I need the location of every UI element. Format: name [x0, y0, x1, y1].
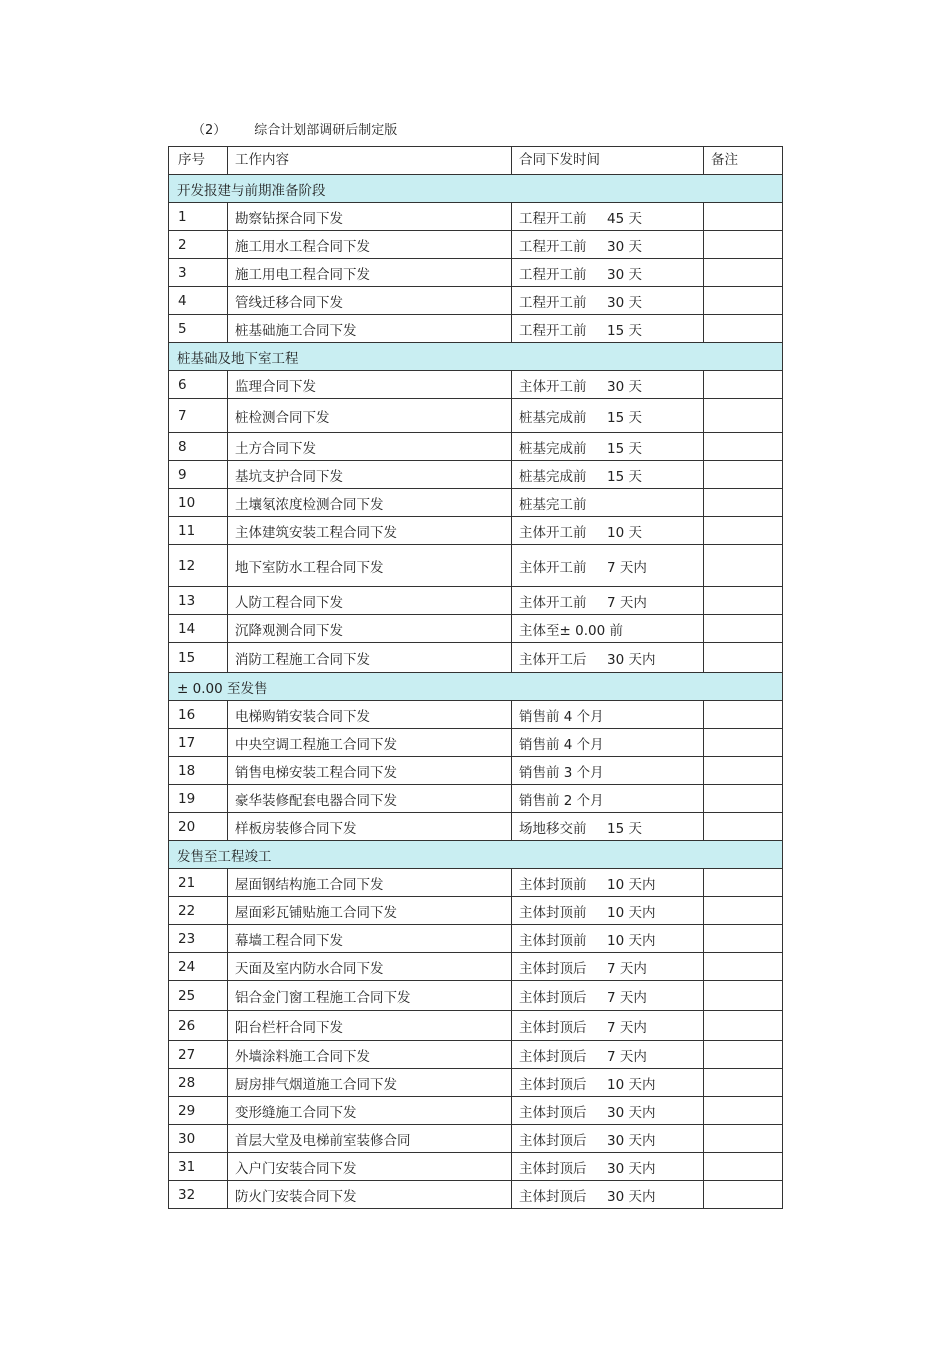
time-reference: 工程开工前 — [519, 322, 587, 339]
row-task: 监理合同下发 — [228, 371, 512, 399]
row-note — [704, 1011, 783, 1041]
row-note — [704, 729, 783, 757]
row-number: 15 — [169, 643, 228, 673]
row-task: 沉降观测合同下发 — [228, 615, 512, 643]
time-reference: 销售前 4 个月 — [519, 708, 604, 725]
row-note — [704, 461, 783, 489]
table-row — [169, 259, 783, 287]
row-time — [512, 399, 704, 433]
row-note — [704, 587, 783, 615]
row-time — [512, 953, 704, 981]
time-reference: 主体封顶后 — [519, 1104, 587, 1121]
time-offset: 30 天内 — [607, 1132, 656, 1149]
row-number: 16 — [169, 701, 228, 729]
row-time — [512, 1041, 704, 1069]
time-reference: 主体封顶前 — [519, 876, 587, 893]
time-offset: 30 天 — [607, 238, 642, 255]
column-header-number: 序号 — [169, 147, 228, 175]
row-number: 9 — [169, 461, 228, 489]
row-note — [704, 1181, 783, 1209]
row-time — [512, 1097, 704, 1125]
table-row — [169, 1041, 783, 1069]
section-title: 桩基础及地下室工程 — [169, 343, 783, 371]
row-task: 屋面彩瓦铺贴施工合同下发 — [228, 897, 512, 925]
row-time — [512, 785, 704, 813]
time-offset: 15 天 — [607, 322, 642, 339]
table-row — [169, 287, 783, 315]
time-reference: 销售前 3 个月 — [519, 764, 604, 781]
table-row — [169, 587, 783, 615]
time-offset: 7 天内 — [607, 989, 647, 1006]
row-number: 32 — [169, 1181, 228, 1209]
row-note — [704, 869, 783, 897]
row-task: 桩基础施工合同下发 — [228, 315, 512, 343]
row-number: 4 — [169, 287, 228, 315]
row-time — [512, 231, 704, 259]
table-row — [169, 1097, 783, 1125]
row-note — [704, 1069, 783, 1097]
row-number: 26 — [169, 1011, 228, 1041]
row-number: 30 — [169, 1125, 228, 1153]
time-offset: 30 天 — [607, 266, 642, 283]
row-number: 8 — [169, 433, 228, 461]
time-reference: 工程开工前 — [519, 210, 587, 227]
row-task: 电梯购销安装合同下发 — [228, 701, 512, 729]
time-offset: 45 天 — [607, 210, 642, 227]
row-task: 地下室防水工程合同下发 — [228, 545, 512, 587]
section-title: 开发报建与前期准备阶段 — [169, 175, 783, 203]
row-time — [512, 813, 704, 841]
table-row — [169, 517, 783, 545]
row-time — [512, 1069, 704, 1097]
time-offset: 15 天 — [607, 468, 642, 485]
time-reference: 主体开工前 — [519, 378, 587, 395]
table-row — [169, 1181, 783, 1209]
time-offset: 10 天内 — [607, 1076, 656, 1093]
column-header-note: 备注 — [704, 147, 783, 175]
row-time — [512, 489, 704, 517]
row-number: 18 — [169, 757, 228, 785]
row-number: 11 — [169, 517, 228, 545]
time-reference: 主体封顶前 — [519, 932, 587, 949]
row-task: 防火门安装合同下发 — [228, 1181, 512, 1209]
row-note — [704, 1041, 783, 1069]
row-number: 25 — [169, 981, 228, 1011]
row-task: 消防工程施工合同下发 — [228, 643, 512, 673]
time-reference: 销售前 4 个月 — [519, 736, 604, 753]
table-row — [169, 399, 783, 433]
table-row — [169, 1153, 783, 1181]
row-note — [704, 399, 783, 433]
row-note — [704, 517, 783, 545]
section-title: ± 0.00 至发售 — [169, 673, 783, 701]
row-time — [512, 287, 704, 315]
row-task: 销售电梯安装工程合同下发 — [228, 757, 512, 785]
table-row — [169, 1125, 783, 1153]
row-time — [512, 259, 704, 287]
time-reference: 销售前 2 个月 — [519, 792, 604, 809]
column-header-time: 合同下发时间 — [512, 147, 704, 175]
row-task: 勘察钻探合同下发 — [228, 203, 512, 231]
table-row — [169, 489, 783, 517]
row-task: 主体建筑安装工程合同下发 — [228, 517, 512, 545]
time-reference: 工程开工前 — [519, 294, 587, 311]
row-task: 人防工程合同下发 — [228, 587, 512, 615]
time-offset: 30 天内 — [607, 1160, 656, 1177]
row-task: 基坑支护合同下发 — [228, 461, 512, 489]
section-row — [169, 343, 783, 371]
row-task: 管线迁移合同下发 — [228, 287, 512, 315]
row-number: 1 — [169, 203, 228, 231]
table-row — [169, 729, 783, 757]
table-row — [169, 869, 783, 897]
time-reference: 主体封顶后 — [519, 1188, 587, 1205]
section-row — [169, 673, 783, 701]
time-reference: 主体封顶前 — [519, 904, 587, 921]
row-number: 22 — [169, 897, 228, 925]
row-time — [512, 729, 704, 757]
row-task: 天面及室内防水合同下发 — [228, 953, 512, 981]
heading-number: （2） — [192, 123, 227, 138]
table-row — [169, 1011, 783, 1041]
time-reference: 工程开工前 — [519, 266, 587, 283]
table-body — [169, 147, 783, 1209]
row-number: 19 — [169, 785, 228, 813]
row-task: 铝合金门窗工程施工合同下发 — [228, 981, 512, 1011]
row-number: 31 — [169, 1153, 228, 1181]
heading-title: 综合计划部调研后制定版 — [254, 123, 398, 138]
time-offset: 30 天内 — [607, 651, 656, 668]
row-note — [704, 953, 783, 981]
row-number: 2 — [169, 231, 228, 259]
table-row — [169, 813, 783, 841]
time-offset: 7 天内 — [607, 1048, 647, 1065]
table-row — [169, 701, 783, 729]
section-title: 发售至工程竣工 — [169, 841, 783, 869]
row-task: 阳台栏杆合同下发 — [228, 1011, 512, 1041]
row-note — [704, 259, 783, 287]
time-reference: 主体封顶后 — [519, 960, 587, 977]
row-time — [512, 615, 704, 643]
time-reference: 主体封顶后 — [519, 1019, 587, 1036]
row-number: 12 — [169, 545, 228, 587]
row-time — [512, 1153, 704, 1181]
time-reference: 主体开工后 — [519, 651, 587, 668]
row-number: 13 — [169, 587, 228, 615]
row-note — [704, 785, 783, 813]
row-time — [512, 1125, 704, 1153]
time-reference: 主体开工前 — [519, 524, 587, 541]
table-row — [169, 231, 783, 259]
time-reference: 主体至± 0.00 前 — [519, 622, 623, 639]
row-number: 29 — [169, 1097, 228, 1125]
row-time — [512, 897, 704, 925]
table-header-row — [169, 147, 783, 175]
row-time — [512, 981, 704, 1011]
time-offset: 7 天内 — [607, 960, 647, 977]
row-task: 桩检测合同下发 — [228, 399, 512, 433]
row-task: 豪华装修配套电器合同下发 — [228, 785, 512, 813]
section-row — [169, 841, 783, 869]
row-note — [704, 897, 783, 925]
time-reference: 场地移交前 — [519, 820, 587, 837]
time-offset: 30 天内 — [607, 1188, 656, 1205]
time-offset: 10 天内 — [607, 904, 656, 921]
row-task: 中央空调工程施工合同下发 — [228, 729, 512, 757]
row-note — [704, 315, 783, 343]
row-task: 土方合同下发 — [228, 433, 512, 461]
row-task: 施工用水工程合同下发 — [228, 231, 512, 259]
table-row — [169, 757, 783, 785]
row-time — [512, 1011, 704, 1041]
row-note — [704, 981, 783, 1011]
table-row — [169, 315, 783, 343]
row-number: 21 — [169, 869, 228, 897]
table-row — [169, 433, 783, 461]
table-row — [169, 203, 783, 231]
row-time — [512, 461, 704, 489]
row-time — [512, 203, 704, 231]
time-reference: 桩基完成前 — [519, 440, 587, 457]
time-reference: 主体开工前 — [519, 594, 587, 611]
document-heading — [192, 119, 397, 138]
row-note — [704, 433, 783, 461]
time-reference: 工程开工前 — [519, 238, 587, 255]
time-offset: 15 天 — [607, 820, 642, 837]
table-row — [169, 1069, 783, 1097]
row-task: 施工用电工程合同下发 — [228, 259, 512, 287]
row-task: 屋面钢结构施工合同下发 — [228, 869, 512, 897]
table-row — [169, 461, 783, 489]
row-number: 17 — [169, 729, 228, 757]
row-note — [704, 643, 783, 673]
row-note — [704, 615, 783, 643]
row-time — [512, 701, 704, 729]
row-note — [704, 489, 783, 517]
row-task: 厨房排气烟道施工合同下发 — [228, 1069, 512, 1097]
time-reference: 主体封顶后 — [519, 1076, 587, 1093]
row-number: 24 — [169, 953, 228, 981]
row-time — [512, 433, 704, 461]
time-reference: 主体开工前 — [519, 559, 587, 576]
table-row — [169, 615, 783, 643]
table-row — [169, 981, 783, 1011]
row-note — [704, 925, 783, 953]
row-note — [704, 701, 783, 729]
time-reference: 主体封顶后 — [519, 1132, 587, 1149]
table-row — [169, 785, 783, 813]
row-task: 入户门安装合同下发 — [228, 1153, 512, 1181]
row-note — [704, 757, 783, 785]
row-time — [512, 1181, 704, 1209]
time-offset: 10 天内 — [607, 932, 656, 949]
row-number: 20 — [169, 813, 228, 841]
time-reference: 主体封顶后 — [519, 989, 587, 1006]
time-offset: 10 天 — [607, 524, 642, 541]
row-note — [704, 203, 783, 231]
row-note — [704, 1153, 783, 1181]
row-time — [512, 869, 704, 897]
row-note — [704, 1125, 783, 1153]
row-number: 5 — [169, 315, 228, 343]
row-task: 变形缝施工合同下发 — [228, 1097, 512, 1125]
row-note — [704, 287, 783, 315]
time-offset: 7 天内 — [607, 1019, 647, 1036]
row-number: 27 — [169, 1041, 228, 1069]
row-note — [704, 545, 783, 587]
table-row — [169, 371, 783, 399]
time-reference: 主体封顶后 — [519, 1160, 587, 1177]
time-offset: 7 天内 — [607, 559, 647, 576]
row-time — [512, 925, 704, 953]
row-time — [512, 587, 704, 615]
row-time — [512, 643, 704, 673]
row-note — [704, 231, 783, 259]
column-header-task: 工作内容 — [228, 147, 512, 175]
row-number: 14 — [169, 615, 228, 643]
row-task: 土壤氡浓度检测合同下发 — [228, 489, 512, 517]
time-offset: 7 天内 — [607, 594, 647, 611]
row-time — [512, 371, 704, 399]
time-reference: 桩基完成前 — [519, 468, 587, 485]
time-offset: 15 天 — [607, 440, 642, 457]
row-time — [512, 517, 704, 545]
time-offset: 30 天 — [607, 378, 642, 395]
row-task: 样板房装修合同下发 — [228, 813, 512, 841]
row-number: 6 — [169, 371, 228, 399]
row-number: 7 — [169, 399, 228, 433]
row-task: 幕墙工程合同下发 — [228, 925, 512, 953]
table-row — [169, 643, 783, 673]
contract-schedule-table — [168, 146, 783, 1209]
table-row — [169, 545, 783, 587]
row-note — [704, 1097, 783, 1125]
table-row — [169, 953, 783, 981]
time-offset: 10 天内 — [607, 876, 656, 893]
time-reference: 桩基完成前 — [519, 409, 587, 426]
section-row — [169, 175, 783, 203]
time-offset: 30 天内 — [607, 1104, 656, 1121]
time-offset: 15 天 — [607, 409, 642, 426]
time-offset: 30 天 — [607, 294, 642, 311]
row-task: 外墙涂料施工合同下发 — [228, 1041, 512, 1069]
row-number: 28 — [169, 1069, 228, 1097]
table-row — [169, 897, 783, 925]
time-reference: 桩基完工前 — [519, 496, 587, 513]
row-time — [512, 545, 704, 587]
row-time — [512, 315, 704, 343]
row-note — [704, 813, 783, 841]
table-row — [169, 925, 783, 953]
time-reference: 主体封顶后 — [519, 1048, 587, 1065]
row-number: 3 — [169, 259, 228, 287]
row-note — [704, 371, 783, 399]
row-time — [512, 757, 704, 785]
row-number: 23 — [169, 925, 228, 953]
row-number: 10 — [169, 489, 228, 517]
row-task: 首层大堂及电梯前室装修合同 — [228, 1125, 512, 1153]
